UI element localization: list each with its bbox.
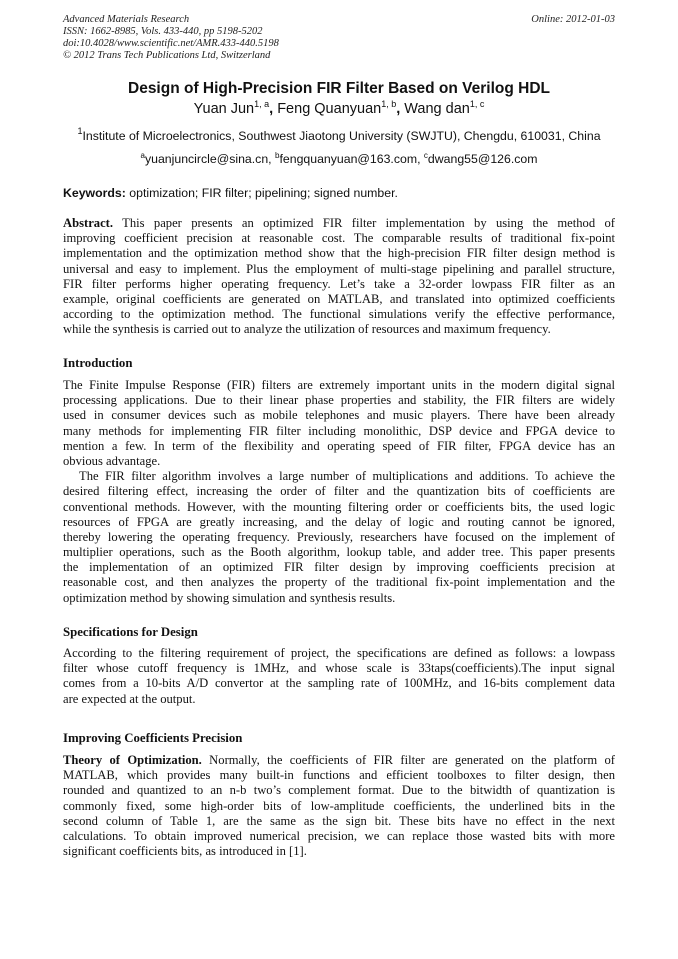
improving-line: second column of Table 1, are the same as the sign bit. These bits have no effect in the next: [63, 813, 615, 828]
intro-line: mention a few. In term of the flexibility and operating speed of FIR filter, FPGA device has an: [63, 438, 615, 453]
intro-line: conventional methods. However, with the mounting filtering order or coefficients bits, the used logic: [63, 499, 615, 514]
introduction-body: [63, 378, 615, 606]
spec-line: filter whose cutoff frequency is 1MHz, and whose scale is 33taps(coefficients).The input signal: [63, 661, 615, 676]
intro-line: resources of FPGA are greatly increasing, and the delay of logic and routing cannot be ignored,: [63, 514, 615, 529]
abstract-line: according to the optimization method. The functional simulations verify the effective performance,: [63, 307, 615, 322]
abstract-line: FIR filter performs higher operating frequency. Let’s take a 32-order lowpass FIR filter as an: [63, 276, 615, 291]
journal-name: Advanced Materials Research: [63, 14, 190, 25]
abstract-line: while the synthesis is carried out to analyze the utilization of resources and maximum frequency.: [63, 322, 551, 337]
abstract-line: implementation and the optimization method show that the high-precision FIR filter design method is: [63, 246, 615, 261]
author-affil-sup: 1, b: [381, 99, 397, 109]
author-separator: ,: [396, 101, 401, 117]
improving-line: significant coefficients bits, as introduced in [1].: [63, 844, 307, 859]
intro-line: obvious advantage.: [63, 453, 161, 468]
intro-line: desired filtering effect, increasing the order of filter and the quantization bits of coefficients are: [63, 484, 615, 499]
journal-header: [63, 14, 615, 62]
intro-line: many methods for implementing FIR filter including monolithic, DSP device and FPGA device to: [63, 423, 615, 438]
spec-line: comes from a 10-bits A/D convertor at the sampling rate of 100MHz, and 16-bits complement data: [63, 676, 615, 691]
keywords: [63, 186, 615, 200]
author-separator: ,: [269, 101, 274, 117]
copyright: © 2012 Trans Tech Publications Ltd, Switzerland: [63, 50, 271, 61]
email-separator: ,: [417, 152, 421, 166]
intro-line: multiplier operations, such as the Booth algorithm, lookup table, and adder tree. This paper presents: [63, 545, 615, 560]
abstract-label: Abstract.: [63, 216, 114, 230]
spec-line: are expected at the output.: [63, 691, 196, 706]
section-heading-specifications: Specifications for Design: [63, 625, 198, 639]
author-name: Feng Quanyuan: [277, 101, 382, 117]
improving-line: rounded and quantized to an n-b two’s complement format. Due to the bitwidth of quantization is: [63, 783, 615, 798]
abstract-line: example, original coefficients are generated on MATLAB, and translated into optimized coefficients: [63, 291, 615, 306]
affiliation: [0, 126, 678, 143]
section-heading-improving: Improving Coefficients Precision: [63, 731, 243, 745]
issn: ISSN: 1662-8985, Vols. 433-440, pp 5198-5202: [63, 26, 263, 37]
improving-line: MATLAB, which provides many built-in functions and efficient toolboxes to filter design, then: [63, 768, 615, 783]
paper-title: Design of High-Precision FIR Filter Based on Verilog HDL: [128, 80, 550, 97]
intro-line: thereby lowering the operating frequency. Previously, researchers have focused on the implement of: [63, 529, 615, 544]
author-affil-sup: 1, c: [469, 99, 485, 109]
doi: doi:10.4028/www.scientific.net/AMR.433-440.5198: [63, 38, 279, 49]
intro-line: processing applications. Due to their linear phase properties and stability, the FIR filters are widely: [63, 393, 615, 408]
spec-line: According to the filtering requirement of project, the specifications are defined as follows: a lowpass: [63, 646, 615, 660]
author-list: [0, 101, 678, 117]
abstract-line: universal and easy to implement. Plus the employment of multi-stage pipelining and parallel structure,: [63, 261, 615, 276]
intro-line: optimization method by showing simulation and synthesis results.: [63, 590, 396, 605]
improving-text: Normally, the coefficients of FIR filter are generated on the platform of: [209, 753, 615, 767]
email-separator: ,: [268, 152, 272, 166]
author-name: Yuan Jun: [193, 101, 255, 117]
theory-label: Theory of Optimization.: [63, 753, 202, 767]
intro-line: The Finite Impulse Response (FIR) filters are extremely important units in the modern digital signal: [63, 378, 615, 392]
intro-line: the implementation of an optimized FIR filter design by improving coefficients precision at: [63, 560, 615, 575]
improving-body: [63, 753, 615, 859]
improving-line: calculations. To obtain improved numerical precision, we can replace those wasted bits with more: [63, 828, 615, 843]
improving-line: commonly fixed, some high-order bits of low-amplitude coefficients, the underlined bits in the: [63, 798, 615, 813]
email-link[interactable]: yuanjuncircle@sina.cn: [144, 152, 269, 166]
section-heading-introduction: Introduction: [63, 356, 133, 370]
abstract-line: improving coefficient precision at reasonable cost. The comparable results of traditional fix-point: [63, 231, 615, 246]
keywords-label: Keywords:: [63, 186, 126, 200]
affiliation-text: Institute of Microelectronics, Southwest Jiaotong University (SWJTU), Chengdu, 610031, China: [82, 129, 601, 143]
email-sup: c: [423, 151, 428, 160]
author-affil-sup: 1, a: [254, 99, 270, 109]
author-name: Wang dan: [404, 101, 470, 117]
specifications-body: [63, 646, 615, 707]
abstract-text: This paper presents an optimized FIR filter implementation by using the method of: [122, 216, 616, 230]
intro-line: reasonable cost, and then analyzes the property of the traditional fix-point implementation and the: [63, 575, 615, 590]
intro-line: The FIR filter algorithm involves a large number of multiplications and additions. To achieve the: [79, 469, 615, 484]
email-list: [0, 152, 678, 166]
email-link[interactable]: dwang55@126.com: [427, 152, 538, 166]
keywords-text: optimization; FIR filter; pipelining; signed number.: [129, 186, 398, 200]
email-sup: a: [140, 151, 145, 160]
email-sup: b: [275, 151, 280, 160]
email-link[interactable]: fengquanyuan@163.com: [279, 152, 418, 166]
abstract: [63, 216, 615, 338]
intro-line: used in consumer devices such as mobile telephones and music players. There have been already: [63, 408, 615, 423]
online-date: Online: 2012-01-03: [531, 14, 615, 25]
abstract-line: [63, 216, 615, 231]
improving-line: [63, 753, 615, 768]
affiliation-sup: 1: [77, 126, 83, 136]
